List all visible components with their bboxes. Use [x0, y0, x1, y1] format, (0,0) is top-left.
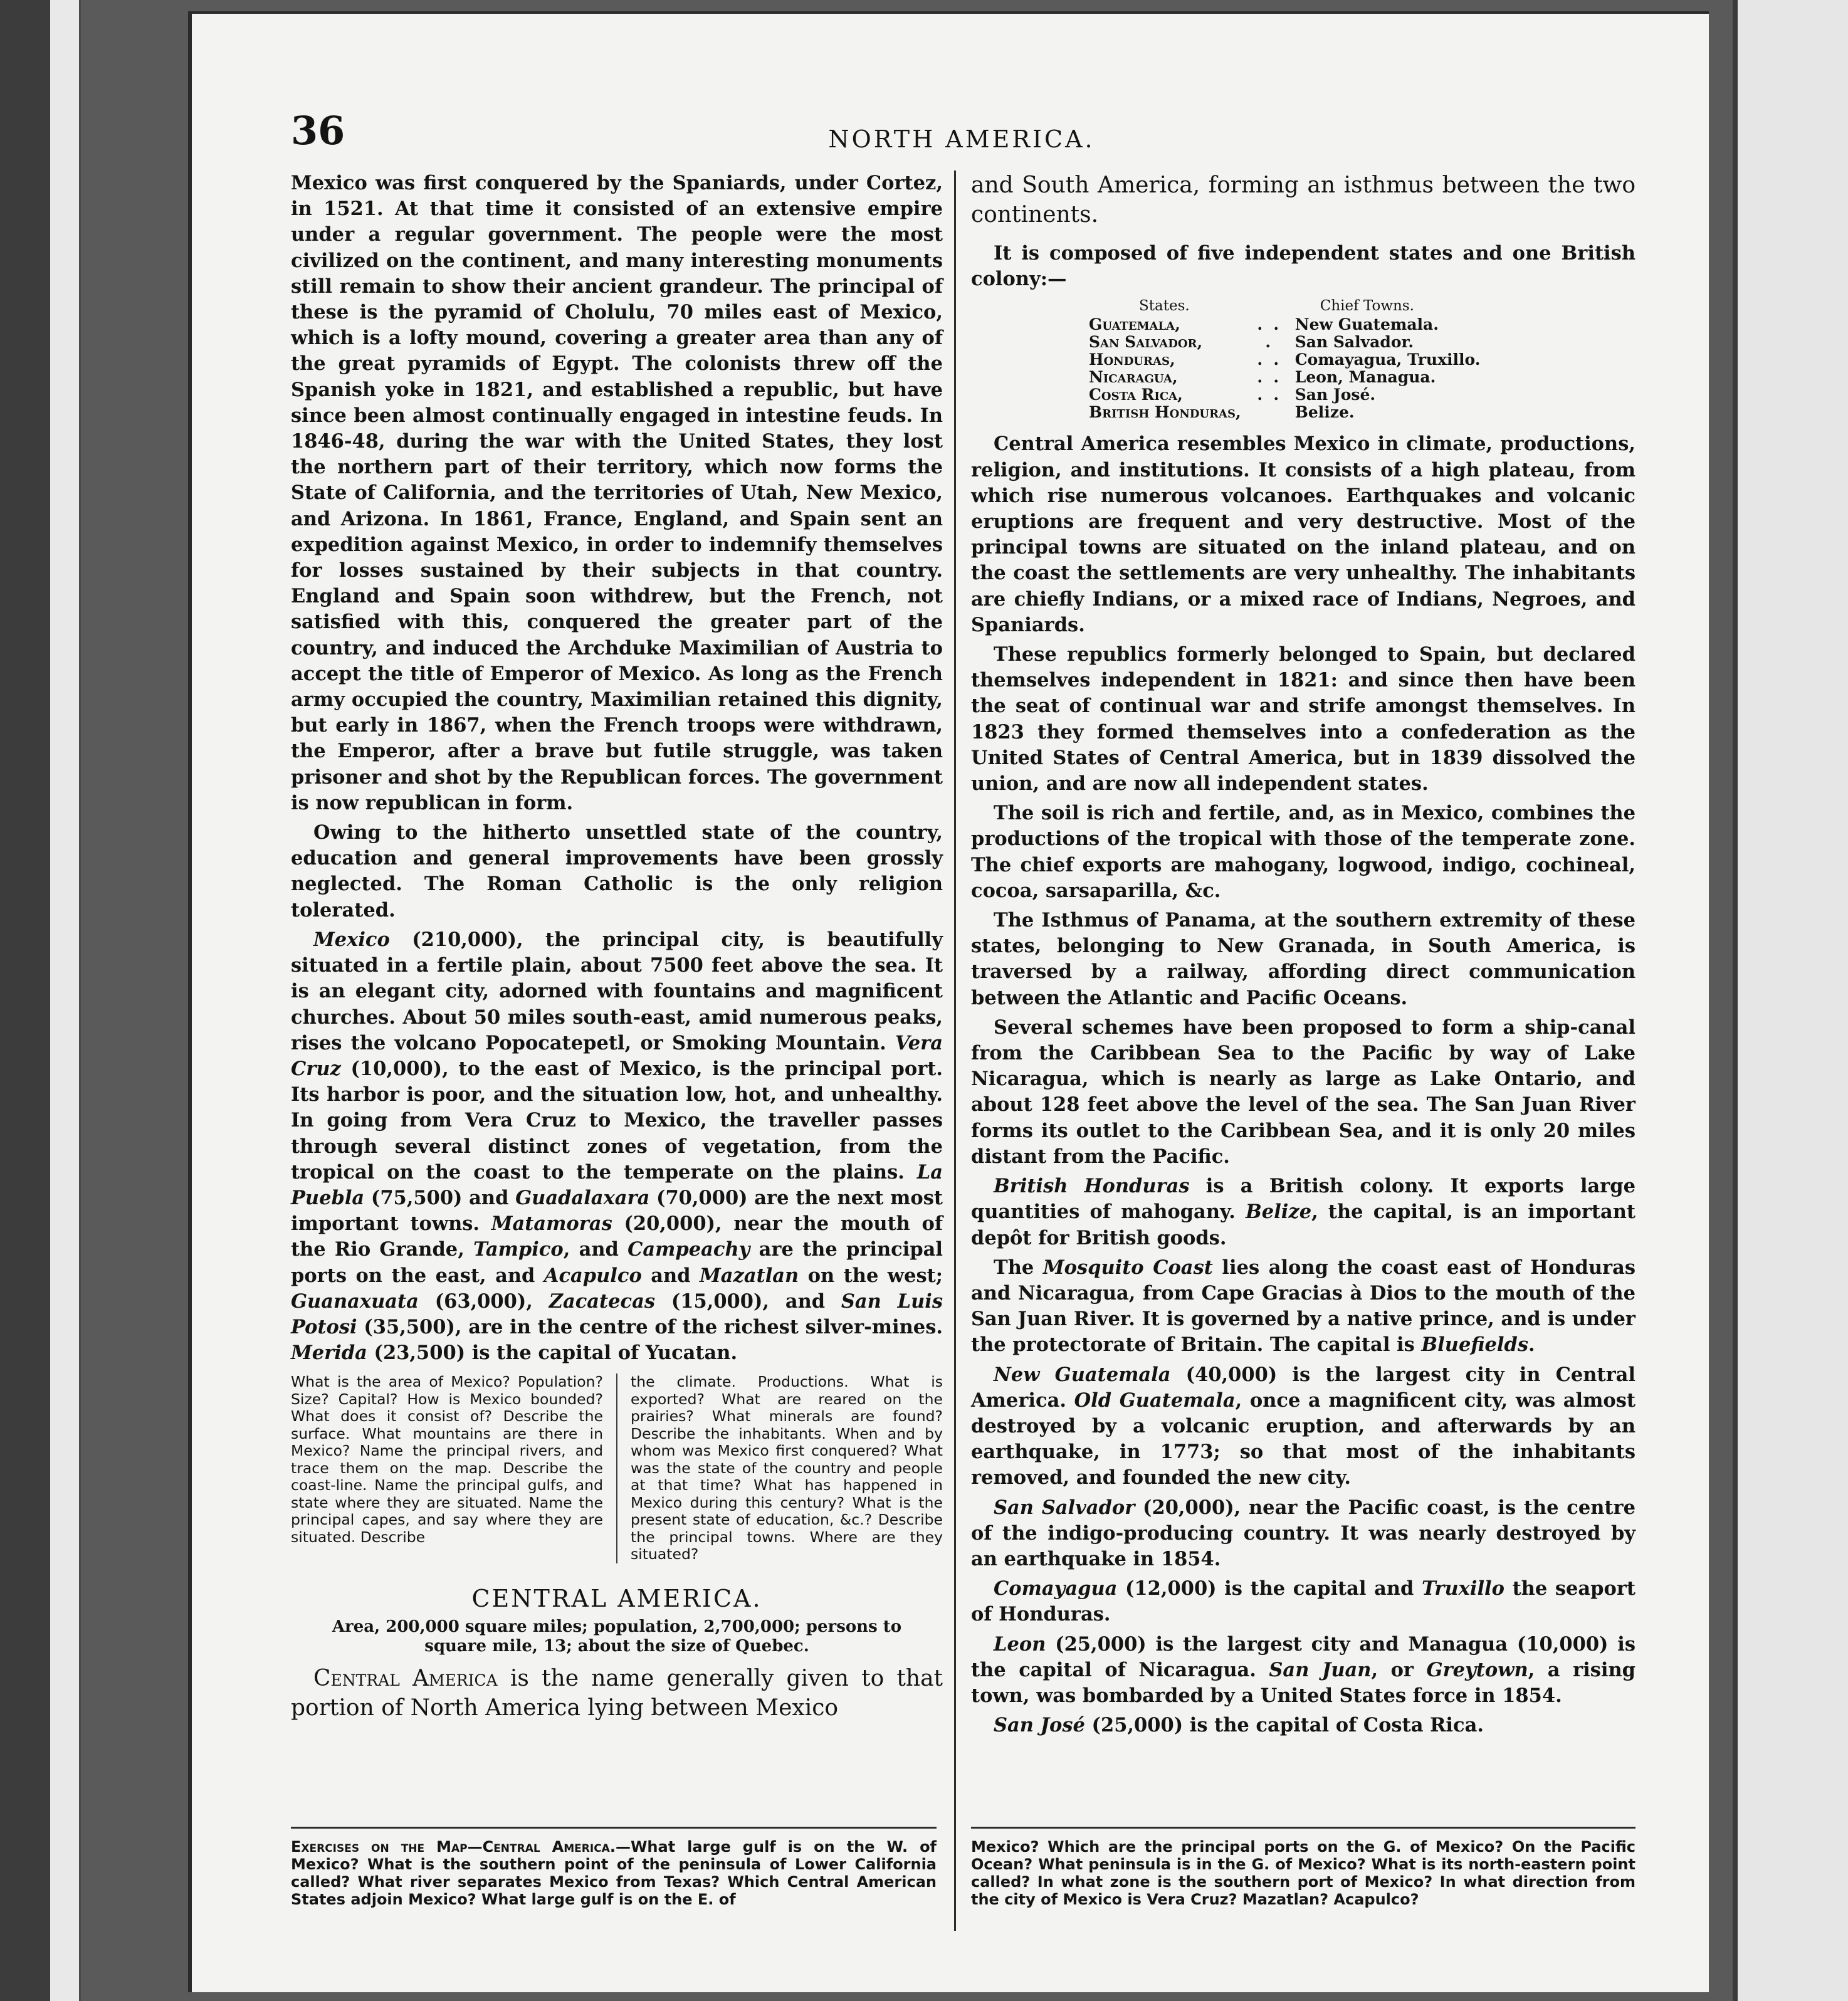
paragraph-comayagua: Comayagua (12,000) is the capital and Truxillo the seaport of Honduras. [971, 1577, 1635, 1626]
paragraph-ship-canal: Several schemes have been proposed to form a ship-canal from the Caribbean Sea to the Pacific by way of Lake Nicaragua, which is nearly as large as Lake Ontario, and about 128 feet above the level of the sea. The San Juan River forms its outlet to the Caribbean Sea, and it is only 20 miles distant from the Pacific. [971, 1016, 1635, 1168]
paragraph-san-jose: San José (25,000) is the capital of Costa Rica. [994, 1714, 1484, 1737]
page-number: 36 [291, 108, 345, 154]
paragraph-mexico-history: Mexico was first conquered by the Spaniards, under Cortez, in 1521. At that time it consisted of an extensive empire under a regular government. The people were the most civilized on the continent, and many interesting monuments still remain to show their ancient grandeur. The principal of these is the pyramid of Cholulu, 70 miles east of Mexico, which is a lofty mound, covering a greater area than any of the great pyramids of Egypt. The colonists threw off the Spanish yoke in 1821, and established a republic, but have since been almost continually engaged in intestine feuds. In 1846-48, during the war with the United States, they lost the northern part of their territory, which now forms the State of California, and the territories of Utah, New Mexico, and Arizona. In 1861, France, England, and Spain sent an expedition against Mexico, in order to indemnify themselves for losses sustained by their subjects in that country. England and Spain soon withdrew, but the French, not satisfied with this, conquered the greater part of the country, and induced the Archduke Maximilian of Austria to accept the title of Emperor of Mexico. As long as the French army occupied the country, Maximilian retained this dignity, but early in 1867, when the French troops were withdrawn, the Emperor, after a brave but futile struggle, was taken prisoner and shot by the Republican forces. The government is now republican in form. [291, 172, 943, 814]
paragraph-mosquito-coast: The Mosquito Coast lies along the coast east of Honduras and Nicaragua, from Cape Gracias à Dios to the mouth of the San Juan River. It is governed by a native prince, and is under the protectorate of Britain. The capital is Bluefields. [971, 1256, 1636, 1357]
states-table [1089, 297, 1489, 421]
questions-left: What is the area of Mexico? Population? Size? Capital? How is Mexico bounded? What does it consist of? Describe the surface. What mountains are there in Mexico? Name the principal rivers, and trace them on the map. Describe the coast-line. Name the principal gulfs, and state where they are situated. Name the principal capes, and say where they are situated. Describe [291, 1373, 603, 1546]
paragraph-education: Owing to the hitherto unsettled state of the country, education and general improvements have been grossly neglected. The Roman Catholic is the only religion tolerated. [291, 821, 943, 922]
paragraph-leon: Leon (25,000) is the largest city and Managua (10,000) is the capital of Nicaragua. San Juan, or Greytown, a rising town, was bombarded by a United States force in 1854. [971, 1632, 1635, 1707]
right-column [971, 171, 1635, 1742]
footer-rule-left [291, 1827, 937, 1829]
paragraph-british-honduras: British Honduras is a British colony. It exports large quantities of mahogany. Belize, the capital, is an important depôt for British goods. [971, 1175, 1636, 1249]
paragraph-central-america-intro: Central America is the name generally given to that portion of North America lying between Mexico [291, 1665, 943, 1721]
column-divider [954, 171, 956, 1931]
table-row: Guatemala, . . New Guatemala. [1089, 315, 1439, 334]
section-title-central-america: CENTRAL AMERICA. [471, 1584, 762, 1612]
document-page [188, 11, 1709, 1992]
scan-frame-right [1733, 0, 1848, 2001]
paragraph-san-salvador: San Salvador (20,000), near the Pacific coast, is the centre of the indigo-producing country. It was nearly destroyed by an earthquake in 1854. [971, 1496, 1635, 1570]
page-content [291, 108, 1636, 1951]
table-row: British Honduras, Belize. [1089, 403, 1355, 422]
section-statistics: Area, 200,000 square miles; population, 2,700,000; persons to square mile, 13; about the size of Quebec. [332, 1617, 902, 1656]
scan-frame-left [0, 0, 50, 2001]
states-column-header: States. [1139, 298, 1190, 315]
questions-right: the climate. Productions. What is exported? What are reared on the prairies? What minerals are found? Describe the inhabitants. When and by whom was Mexico first conquered? What was the state of the country and people at that time? What has happened in Mexico during this century? What is the present state of education, &c.? Describe the principal towns. Where are they situated? [631, 1373, 943, 1563]
questions-divider [616, 1373, 617, 1563]
review-questions [291, 1373, 943, 1563]
paragraph-climate: Central America resembles Mexico in climate, productions, religion, and institutions. It consists of a high plateau, from which rise numerous volcanoes. Earthquakes and volcanic eruptions are frequent and very destructive. Most of the principal towns are situated on the inland plateau, and on the coast the settlements are very unhealthy. The inhabitants are chiefly Indians, or a mixed race of Indians, Negroes, and Spaniards. [971, 433, 1635, 636]
paragraph-isthmus-continued: and South America, forming an isthmus between the two continents. [971, 172, 1635, 228]
map-exercises-right: Mexico? Which are the principal ports on the G. of Mexico? On the Pacific Ocean? What peninsula is in the G. of Mexico? What is its north-eastern point called? In what zone is the southern port of Mexico? In what direction from the city of Mexico is Vera Cruz? Mazatlan? Acapulco? [971, 1838, 1635, 1908]
towns-column-header: Chief Towns. [1320, 298, 1414, 315]
paragraph-soil: The soil is rich and fertile, and, as in Mexico, combines the productions of the tropical with those of the temperate zone. The chief exports are mahogany, logwood, indigo, cochineal, cocoa, sarsaparilla, &c. [971, 802, 1635, 902]
table-row: Costa Rica, . . San José. [1089, 386, 1376, 404]
paragraph-panama: The Isthmus of Panama, at the southern extremity of these states, belonging to New Granada, in South America, is traversed by a railway, affording direct communication between the Atlantic and Pacific Oceans. [971, 909, 1635, 1009]
left-column [291, 171, 943, 1726]
paragraph-mexico-cities: Mexico (210,000), the principal city, is beautifully situated in a fertile plain, about 7500 feet above the sea. It is an elegant city, adorned with fountains and magnificent churches. About 50 miles south-east, amid numerous peaks, rises the volcano Popocatepetl, or Smoking Mountain. Vera Cruz (10,000), to the east of Mexico, is the principal port. Its harbor is poor, and the situation low, hot, and unhealthy. In going from Vera Cruz to Mexico, the traveller passes through several distinct zones of vegetation, from the tropical on the coast to the temperate on the plains. La Puebla (75,500) and Guadalaxara (70,000) are the next most important towns. Matamoras (20,000), near the mouth of the Rio Grande, Tampico, and Campeachy are the principal ports on the east, and Acapulco and Mazatlan on the west; Guanaxuata (63,000), Zacatecas (15,000), and San Luis Potosi (35,500), are in the centre of the richest silver-mines. Merida (23,500) is the capital of Yucatan. [291, 928, 943, 1365]
scan-frame-left-strip [50, 0, 81, 2001]
footer-rule-right [971, 1827, 1635, 1829]
paragraph-new-guatemala: New Guatemala (40,000) is the largest city in Central America. Old Guatemala, once a magnificent city, was almost destroyed by a volcanic eruption, and afterwards by an earthquake, in 1773; so that most of the inhabitants removed, and founded the new city. [971, 1363, 1635, 1489]
running-head: NORTH AMERICA. [828, 125, 1095, 153]
table-row: Honduras, . . Comayagua, Truxillo. [1089, 350, 1481, 369]
paragraph-composition: It is composed of five independent states and one British colony:— [971, 242, 1635, 291]
table-row: Nicaragua, . . Leon, Managua. [1089, 368, 1436, 387]
table-row: San Salvador, . San Salvador. [1089, 333, 1414, 352]
map-exercises-left: Exercises on the Map—Central America.—What large gulf is on the W. of Mexico? What is the southern point of the peninsula of Lower California called? What river separates Mexico from Texas? Which Central American States adjoin Mexico? What large gulf is on the E. of [291, 1838, 937, 1908]
paragraph-republics: These republics formerly belonged to Spain, but declared themselves independent in 1821: and since then have been the seat of continual war and strife amongst themselves. In 1823 they formed themselves into a confederation as the United States of Central America, but in 1839 dissolved the union, and are now all independent states. [971, 643, 1635, 796]
